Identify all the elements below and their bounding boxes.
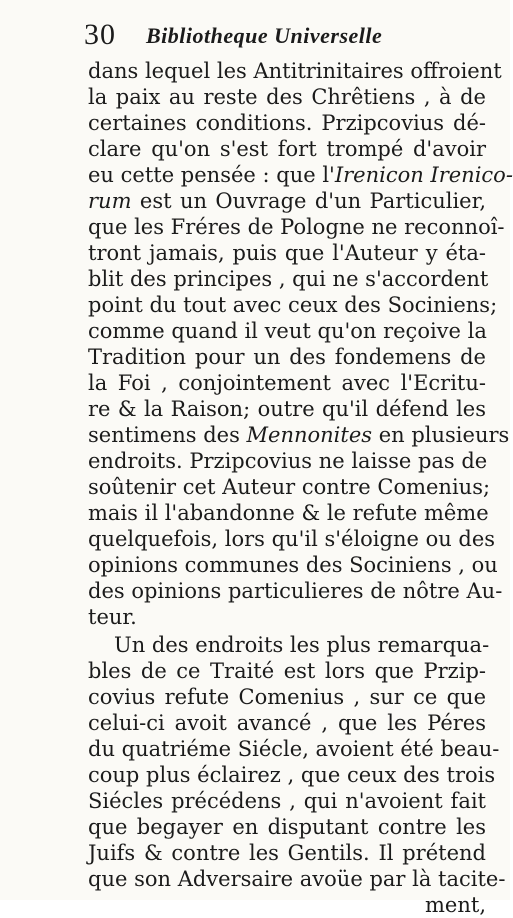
text-run: Tradition pour un des fondemens de <box>88 345 486 369</box>
text-run: des opinions particulieres de nôtre Au- <box>88 579 503 603</box>
running-head: Bibliotheque Universelle <box>146 23 383 48</box>
text-line <box>88 500 489 526</box>
text-line <box>88 604 486 630</box>
text-run: eu cette pensée : que l' <box>88 163 335 187</box>
text-line <box>88 396 486 422</box>
text-run: bles de ce Traité est lors que Przip- <box>88 659 486 683</box>
text-run: est un Ouvrage d'un Particulier, <box>131 189 486 213</box>
text-run: en plusieurs <box>372 423 510 447</box>
text-line <box>88 762 496 788</box>
text-line <box>88 840 486 866</box>
text-run: blit des principes , qui ne s'accordent <box>88 267 489 291</box>
text-run: la paix au reste des Chrêtiens , à de <box>88 85 486 109</box>
text-run: point du tout avec ceux des Sociniens; <box>88 293 498 317</box>
text-line <box>114 632 490 658</box>
text-line <box>88 84 486 110</box>
text-line <box>88 866 506 892</box>
text-run: comme quand il veut qu'on reçoive la <box>88 319 487 343</box>
text-run: que son Adversaire avoüe par là tacite- <box>88 867 506 891</box>
text-line <box>88 370 486 396</box>
text-line <box>380 892 486 918</box>
text-line <box>88 214 505 240</box>
text-line <box>88 788 486 814</box>
text-run: Un des endroits les plus remarqua- <box>114 633 490 657</box>
text-line <box>88 736 500 762</box>
text-line <box>88 240 486 266</box>
text-run: clare qu'on s'est fort trompé d'avoir <box>88 137 486 161</box>
text-line <box>88 162 513 188</box>
text-run: la Foi , conjointement avec l'Ecritu- <box>88 371 486 395</box>
text-line <box>88 658 486 684</box>
italic-phrase: Mennonites <box>246 423 373 447</box>
text-run: sentimens des <box>88 423 247 447</box>
text-run: que les Fréres de Pologne ne reconnoî- <box>88 215 505 239</box>
text-line <box>88 188 486 214</box>
text-run: ment, <box>425 893 486 917</box>
text-run: opinions communes des Sociniens , ou <box>88 553 498 577</box>
text-run: teur. <box>88 605 137 629</box>
page-header <box>78 16 498 56</box>
text-run: celui-ci avoit avancé , que les Péres <box>88 711 486 735</box>
text-run: covius refute Comenius , sur ce que <box>88 685 486 709</box>
text-run: du quatriéme Siécle, avoient été beau- <box>88 737 500 761</box>
text-run: quelquefois, lors qu'il s'éloigne ou des <box>88 527 496 551</box>
text-line <box>88 684 486 710</box>
text-line <box>88 578 503 604</box>
text-line <box>88 318 486 344</box>
text-line <box>88 526 496 552</box>
text-run: coup plus éclairez , que ceux des trois <box>88 763 496 787</box>
text-line <box>88 292 498 318</box>
text-run: soûtenir cet Auteur contre Comenius; <box>88 475 491 499</box>
text-line <box>88 710 486 736</box>
text-run: mais il l'abandonne & le refute même <box>88 501 489 525</box>
text-line <box>88 474 491 500</box>
text-line <box>88 136 486 162</box>
text-line <box>88 552 498 578</box>
text-run: certaines conditions. Przipcovius dé- <box>88 111 486 135</box>
text-line <box>88 422 510 448</box>
italic-phrase: Irenicon Irenico- <box>334 163 513 187</box>
italic-phrase: rum <box>88 189 132 213</box>
text-line <box>88 344 486 370</box>
page-number: 30 <box>84 18 116 51</box>
text-run: re & la Raison; outre qu'il défend les <box>88 397 486 421</box>
text-run: Siécles précédens , qui n'avoient fait <box>88 789 486 813</box>
text-run: endroits. Przipcovius ne laisse pas de <box>88 449 488 473</box>
text-line <box>88 266 489 292</box>
text-run: tront jamais, puis que l'Auteur y éta- <box>88 241 486 265</box>
text-line <box>88 814 486 840</box>
text-line <box>88 58 502 84</box>
text-line <box>88 448 486 474</box>
text-run: Juifs & contre les Gentils. Il prétend <box>88 841 486 865</box>
text-run: dans lequel les Antitrinitaires offroient <box>88 59 502 83</box>
text-line <box>88 110 486 136</box>
text-run: que begayer en disputant contre les <box>88 815 486 839</box>
